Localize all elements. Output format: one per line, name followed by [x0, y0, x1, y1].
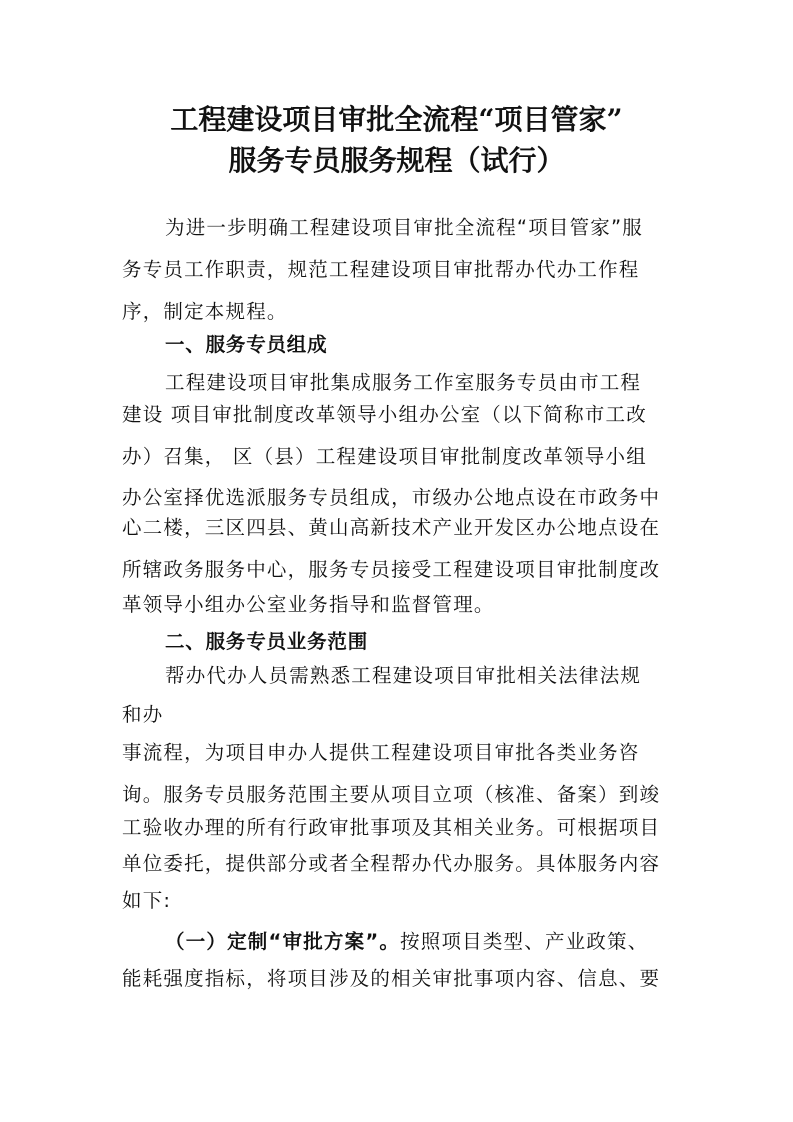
section-2-paragraph-line: 工验收办理的所有行政审批事项及其相关业务。可根据项目: [122, 816, 661, 839]
section-2-paragraph-line: 帮办代办人员需熟悉工程建设项目审批相关法律法规: [165, 664, 642, 687]
section-2-paragraph-line: 如下:: [122, 889, 172, 912]
section-1-paragraph-line: 心二楼，三区四县、黄山高新技术产业开发区办公地点设在: [122, 516, 661, 539]
subsection-1-heading: （一）定制“审批方案”。: [165, 930, 401, 953]
document-title-line-2: 服务专员服务规程（试行）: [228, 144, 565, 177]
section-1-paragraph-line: 革领导小组办公室业务指导和监督管理。: [122, 593, 495, 616]
subsection-1-paragraph-line: 能耗强度指标，将项目涉及的相关审批事项内容、信息、要: [122, 967, 661, 990]
section-1-paragraph-line: 办公室择优选派服务专员组成，市级办公地点设在市政务中: [122, 486, 661, 509]
section-1-paragraph-line: 所辖政务服务中心，服务专员接受工程建设项目审批制度改: [122, 558, 661, 581]
intro-paragraph-line: 务专员工作职责，规范工程建设项目审批帮办代办工作程: [122, 258, 640, 281]
section-1-paragraph-line: 工程建设项目审批集成服务工作室服务专员由市工程: [165, 371, 642, 394]
section-2-paragraph-line: 询。服务专员服务范围主要从项目立项（核准、备案）到竣: [122, 783, 661, 806]
section-2-paragraph-line: 和办: [122, 703, 164, 726]
section-2-paragraph-line: 单位委托，提供部分或者全程帮办代办服务。具体服务内容: [122, 852, 661, 875]
document-title-line-1: 工程建设项目审批全流程“项目管家”: [170, 103, 623, 136]
subsection-1-text: 按照项目类型、产业政策、: [400, 930, 649, 953]
section-1-paragraph-line: 建设 项目审批制度改革领导小组办公室（以下简称市工改: [122, 403, 647, 426]
intro-paragraph-line: 序，制定本规程。: [122, 300, 288, 323]
section-heading-1: 一、服务专员组成: [165, 333, 328, 356]
subsection-1-line: [165, 927, 678, 957]
section-1-paragraph-line: 办）召集， 区（县）工程建设项目审批制度改革领导小组: [122, 445, 647, 468]
section-2-paragraph-line: 事流程，为项目申办人提供工程建设项目审批各类业务咨: [122, 741, 640, 764]
section-heading-2: 二、服务专员业务范围: [165, 630, 369, 653]
intro-paragraph-line: 为进一步明确工程建设项目审批全流程“项目管家”服: [165, 216, 644, 239]
